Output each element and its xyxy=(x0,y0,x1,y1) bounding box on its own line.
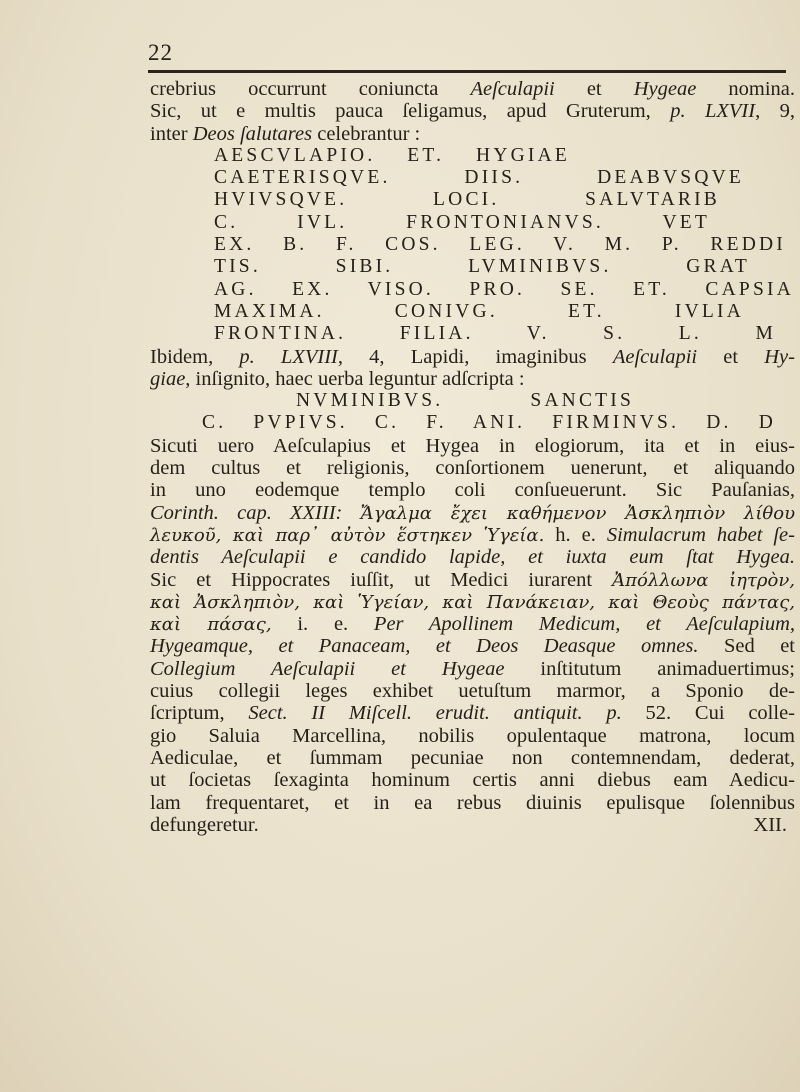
page-text xyxy=(150,78,795,836)
text-line: Sic, ut e multis pauca ſeligamus, apud Gruterum, p. LXVII, 9, xyxy=(150,100,796,123)
inscription-line: AG. EX. VISO. PRO. SE. ET. CAPSIA xyxy=(214,278,794,300)
text-line xyxy=(150,591,795,613)
italic-run: Hygeae xyxy=(633,78,697,100)
header-rule xyxy=(148,70,786,73)
text-line: Ibidem, p. LXVIII, 4, Lapidi, imaginibus Aeſculapii et Hy- xyxy=(150,345,795,368)
italic-run: Hygeamque, et Panaceam, et Deos Deasque omnes. xyxy=(150,635,699,658)
inscription-line: AESCVLAPIO. ET. HYGIAE xyxy=(214,144,570,166)
page-number: 22 xyxy=(148,40,173,65)
italic-run: Deos ſalutares xyxy=(192,122,313,145)
italic-run: Corinth. cap. XXIII: xyxy=(150,501,343,524)
text-line: lam frequentaret, et in ea rebus diuinis epulisque ſolennibus xyxy=(150,791,795,814)
italic-run: p. LXVII xyxy=(670,100,756,123)
inscription-line: HVIVSQVE. LOCI. SALVTARIB xyxy=(214,189,720,211)
italic-run: Per Apollinem Medicum, et Aeſculapium, xyxy=(373,613,795,636)
italic-run: Sect. II Miſcell. erudit. antiquit. p. xyxy=(248,702,622,725)
text-line: defungeretur. XII. xyxy=(150,813,787,836)
italic-run: Hy- xyxy=(764,345,795,368)
text-line: cuius collegii leges exhibet uetuſtum marmor, a Sponio de- xyxy=(150,680,795,703)
text-line: Collegium Aeſculapii et Hygeae inſtitutum animaduertimus; xyxy=(150,657,795,680)
inscription-line: FRONTINA. FILIA. V. S. L. M xyxy=(214,323,776,345)
text-line: Hygeamque, et Panaceam, et Deos Deasque omnes. Sed et xyxy=(150,635,795,658)
italic-run: Aeſculapii xyxy=(470,78,555,100)
text-line: in uno eodemque templo coli conſueuerunt. Sic Pauſanias, xyxy=(150,479,795,502)
text-line: Aediculae, et ſummam pecuniae non contemnendam, dederat, xyxy=(150,746,795,769)
text-line: giae, inſignito, haec uerba leguntur adſcripta : xyxy=(150,367,525,390)
text-line: ut ſocietas ſexaginta hominum certis anni diebus eam Aedicu- xyxy=(150,769,795,792)
text-line: λευκοῦ, καὶ παρ᾽ αὐτὸν ἕστηκεν Ὑγεία. h. e. Simulacrum habet ſe- xyxy=(150,523,795,546)
text-line: crebrius occurrunt coniuncta Aeſculapii et Hygeae nomina. xyxy=(150,78,796,100)
italic-run: dentis Aeſculapii e candido lapide, et iuxta eum ſtat Hygea. xyxy=(150,546,795,569)
italic-run: giae xyxy=(150,367,186,390)
inscription-line: NVMINIBVS. SANCTIS xyxy=(296,390,634,412)
italic-run: Simulacrum habet ſe- xyxy=(606,523,795,546)
inscription-line: CAETERISQVE. DIIS. DEABVSQVE xyxy=(214,167,744,189)
text-line: gio Saluia Marcellina, nobilis opulentaque matrona, locum xyxy=(150,724,795,747)
text-line: inter Deos ſalutares celebrantur : xyxy=(150,122,421,145)
inscription-line: C. PVPIVS. C. F. ANI. FIRMINVS. D. D xyxy=(202,412,776,434)
text-line: Sic et Hippocrates iuſſit, ut Medici iurarent Ἀπόλλωνα ἰητρὸν, xyxy=(150,568,795,591)
text-line: Sicuti uero Aeſculapius et Hygea in elogiorum, ita et in eius- xyxy=(150,434,795,457)
italic-run: Collegium Aeſculapii et Hygeae xyxy=(150,657,505,680)
catchword: XII. xyxy=(753,813,787,836)
inscription-line: C. IVL. FRONTONIANVS. VET xyxy=(214,211,710,233)
greek-run: καὶ Ἀσκληπιὸν, καὶ Ὑγείαν, καὶ Πανάκειαν, καὶ Θεοὺς πάντας, xyxy=(150,591,795,613)
text-line xyxy=(150,502,795,524)
greek-run: Ἀπόλλωνα ἰητρὸν, xyxy=(612,569,795,591)
greek-run: καὶ πάσας, xyxy=(150,614,272,636)
text-line xyxy=(150,546,795,568)
text-line: καὶ πάσας, i. e. Per Apollinem Medicum, et Aeſculapium, xyxy=(150,613,795,636)
inscription-line: EX. B. F. COS. LEG. V. M. P. REDDI xyxy=(214,234,786,256)
greek-run: λευκοῦ, καὶ παρ᾽ αὐτὸν ἕστηκεν Ὑγεία. xyxy=(150,524,545,546)
inscription-line: MAXIMA. CONIVG. ET. IVLIA xyxy=(214,300,744,322)
italic-run: p. LXVIII xyxy=(239,345,338,368)
text-line: ſcriptum, Sect. II Miſcell. erudit. antiquit. p. 52. Cui colle- xyxy=(150,702,795,725)
text-line: dem cultus et religionis, conſortionem uenerunt, et aliquando xyxy=(150,457,795,480)
italic-run: Aeſculapii xyxy=(612,345,698,368)
inscription-line: TIS. SIBI. LVMINIBVS. GRAT xyxy=(214,256,750,278)
greek-run: Ἄγαλμα ἔχει καθήμενον Ἀσκληπιὸν λίθου xyxy=(360,502,796,524)
